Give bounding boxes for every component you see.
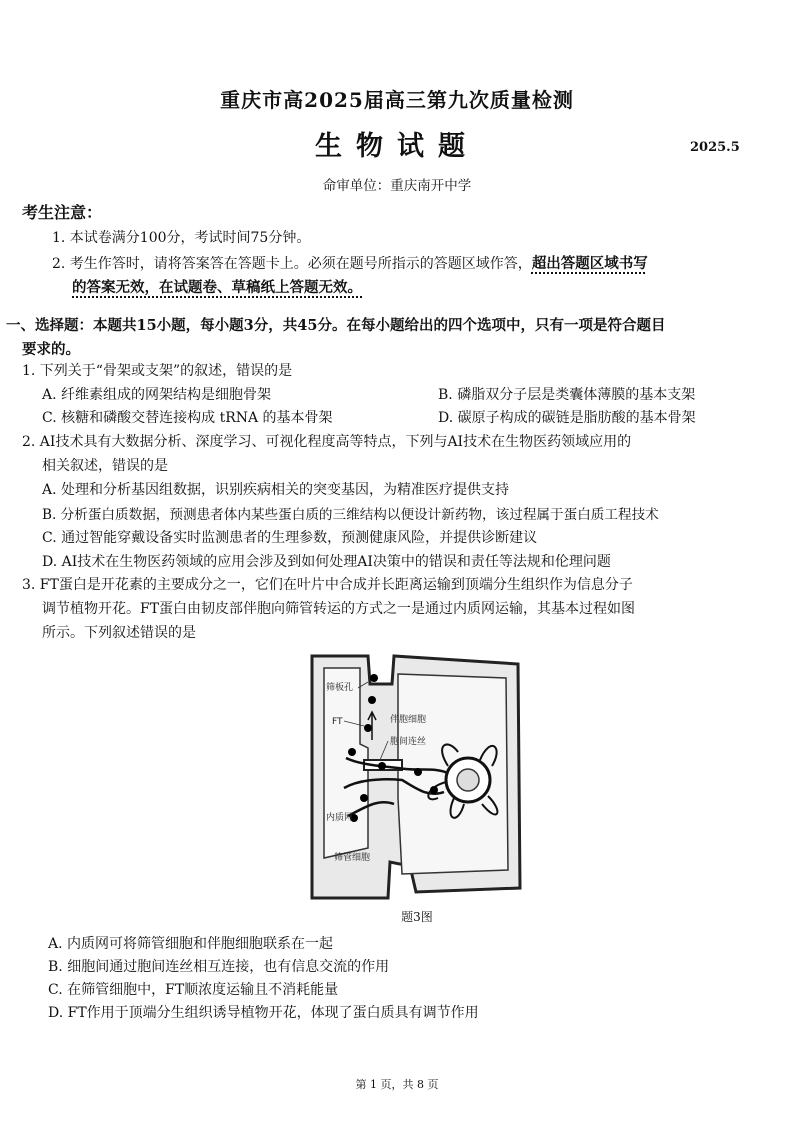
notice-item-2-emphasis: 超出答题区域书写 xyxy=(531,255,648,272)
section-heading: 一、选择题：本题共15小题，每小题3分，共45分。在每小题给出的四个选项中，只有一项是符合题目 xyxy=(6,317,666,334)
ft-protein-dot xyxy=(414,768,422,776)
label-plasmodesma: 胞间连丝 xyxy=(390,737,427,747)
notice-item-2 xyxy=(52,252,648,273)
notice-item-1: 1. 本试卷满分100分，考试时间75分钟。 xyxy=(52,230,311,246)
q3-option-d: D. FT作用于顶端分生组织诱导植物开花，体现了蛋白质具有调节作用 xyxy=(48,1005,479,1021)
exam-date: 2025.5 xyxy=(690,140,740,155)
subject-title: 生物试题 xyxy=(315,131,479,162)
label-sieve-plate: 筛板孔 xyxy=(326,683,354,693)
q2-option-b: B. 分析蛋白质数据，预测患者体内某些蛋白质的三维结构以便设计新药物，该过程属于蛋白质工程技术 xyxy=(42,507,659,523)
label-sieve-tube: 筛管细胞 xyxy=(334,853,371,863)
ft-protein-dot xyxy=(360,794,368,802)
q2-option-a: A. 处理和分析基因组数据，识别疾病相关的突变基因，为精准医疗提供支持 xyxy=(42,482,510,498)
label-ft: FT xyxy=(332,717,343,727)
q3-option-a: A. 内质网可将筛管细胞和伴胞细胞联系在一起 xyxy=(48,936,334,952)
section-heading-continued: 要求的。 xyxy=(22,341,80,358)
ft-protein-dot xyxy=(348,748,356,756)
q3-figure-caption: 题3图 xyxy=(401,910,433,924)
q1-option-c: C. 核糖和磷酸交替连接构成 tRNA 的基本骨架 xyxy=(42,410,333,426)
ft-protein-dot xyxy=(430,786,438,794)
notice-heading: 考生注意： xyxy=(22,203,103,222)
q3-option-b: B. 细胞间通过胞间连丝相互连接，也有信息交流的作用 xyxy=(48,959,390,975)
ft-protein-dot xyxy=(378,762,386,770)
ft-protein-dot xyxy=(370,674,378,682)
q1-option-a: A. 纤维素组成的网架结构是细胞骨架 xyxy=(42,387,272,403)
q2-option-c: C. 通过智能穿戴设备实时监测患者的生理参数，预测健康风险，并提供诊断建议 xyxy=(42,530,538,546)
notice-item-2-text: 2. 考生作答时，请将答案答在答题卡上。必须在题号所指示的答题区域作答， xyxy=(52,256,532,272)
q2-stem-continued: 相关叙述，错误的是 xyxy=(42,458,168,474)
q1-option-d: D. 碳原子构成的碳链是脂肪酸的基本骨架 xyxy=(438,410,696,426)
q3-stem: 3. FT蛋白是开花素的主要成分之一，它们在叶片中合成并长距离运输到顶端分生组织作为信息分子 xyxy=(22,577,633,593)
notice-item-2-continued: 的答案无效，在试题卷、草稿纸上答题无效。 xyxy=(72,279,362,296)
nucleolus xyxy=(457,769,479,791)
q1-option-b: B. 磷脂双分子层是类囊体薄膜的基本支架 xyxy=(438,387,696,403)
ft-protein-dot xyxy=(368,696,376,704)
ft-protein-dot xyxy=(364,724,372,732)
q2-option-d: D. AI技术在生物医药领域的应用会涉及到如何处理AI决策中的错误和责任等法规和伦理问题 xyxy=(42,554,611,570)
q1-stem: 1. 下列关于“骨架或支架”的叙述，错误的是 xyxy=(22,363,293,379)
q3-option-c: C. 在筛管细胞中，FT顺浓度运输且不消耗能量 xyxy=(48,982,339,998)
exam-title: 重庆市高2025届高三第九次质量检测 xyxy=(220,88,574,112)
label-companion-cell: 伴胞细胞 xyxy=(390,715,427,725)
page-footer: 第 1 页，共 8 页 xyxy=(355,1078,439,1091)
label-er: 内质网 xyxy=(326,813,354,823)
q3-figure xyxy=(298,648,528,900)
q3-stem-continued-1: 调节植物开花。FT蛋白由韧皮部伴胞向筛管转运的方式之一是通过内质网运输，其基本过程如图 xyxy=(42,601,636,617)
q2-stem: 2. AI技术具有大数据分析、深度学习、可视化程度高等特点，下列与AI技术在生物医药领域应用的 xyxy=(22,434,632,450)
q3-stem-continued-2: 所示。下列叙述错误的是 xyxy=(42,625,196,641)
setter-unit: 命审单位：重庆南开中学 xyxy=(322,178,472,194)
